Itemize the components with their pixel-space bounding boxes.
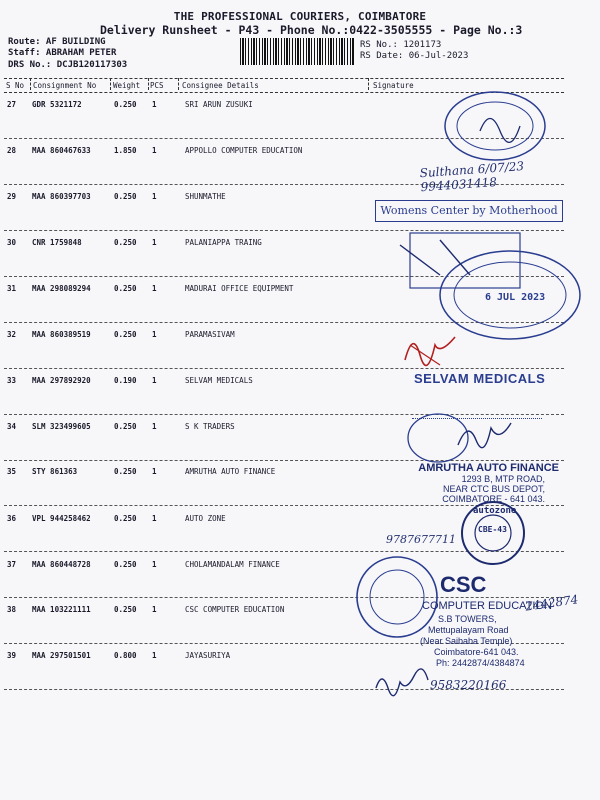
row-pcs: 1 bbox=[152, 146, 157, 155]
route-label: Route: AF BUILDING bbox=[8, 37, 106, 47]
row-pcs: 1 bbox=[152, 651, 157, 660]
row-consignment: MAA 298089294 bbox=[32, 284, 91, 293]
col-consignee: Consignee Details bbox=[182, 81, 259, 90]
row-pcs: 1 bbox=[152, 330, 157, 339]
row-pcs: 1 bbox=[152, 422, 157, 431]
signature-sulthana: Sulthana 6/07/23 9944031418 bbox=[419, 159, 525, 195]
row-weight: 0.250 bbox=[114, 100, 137, 109]
col-divider bbox=[110, 78, 111, 90]
row-rule bbox=[4, 368, 564, 369]
row-consignee: MADURAI OFFICE EQUIPMENT bbox=[185, 284, 294, 293]
col-divider bbox=[178, 78, 179, 90]
col-divider bbox=[148, 78, 149, 90]
row-consignee: PALANIAPPA TRAING bbox=[185, 238, 262, 247]
col-consignment: Consignment No bbox=[33, 81, 97, 90]
row-weight: 0.190 bbox=[114, 376, 137, 385]
header-top-rule bbox=[4, 78, 564, 79]
row-sno: 37 bbox=[7, 560, 17, 569]
csc-logo: CSC bbox=[440, 572, 487, 597]
row-weight: 0.250 bbox=[114, 192, 137, 201]
runsheet-subtitle: Delivery Runsheet - P43 - Phone No.:0422-3505555 - Page No.:3 bbox=[100, 23, 523, 37]
row-sno: 30 bbox=[7, 238, 17, 247]
row-consignment: MAA 860389519 bbox=[32, 330, 91, 339]
csc-handwritten-phone: 2442874 bbox=[524, 592, 580, 614]
row-sno: 32 bbox=[7, 330, 17, 339]
row-consignee: SELVAM MEDICALS bbox=[185, 376, 253, 385]
row-sno: 34 bbox=[7, 422, 17, 431]
row-pcs: 1 bbox=[152, 467, 157, 476]
row-weight: 0.250 bbox=[114, 238, 137, 247]
staff-label: Staff: ABRAHAM PETER bbox=[8, 48, 117, 58]
row-sno: 39 bbox=[7, 651, 17, 660]
row-pcs: 1 bbox=[152, 284, 157, 293]
row-sno: 28 bbox=[7, 146, 17, 155]
row-consignment: MAA 103221111 bbox=[32, 605, 91, 614]
row-consignee: SHUNMATHE bbox=[185, 192, 226, 201]
amrutha-stamp-name: AMRUTHA AUTO FINANCE bbox=[418, 462, 559, 474]
row-weight: 0.250 bbox=[114, 330, 137, 339]
row-pcs: 1 bbox=[152, 238, 157, 247]
csc-stamp-name: COMPUTER EDUCATION bbox=[422, 600, 552, 612]
row-weight: 1.850 bbox=[114, 146, 137, 155]
row-consignee: CSC COMPUTER EDUCATION bbox=[185, 605, 285, 614]
row-consignment: MAA 297501501 bbox=[32, 651, 91, 660]
rs-number: RS No.: 1201173 bbox=[360, 40, 442, 50]
row-consignment: MAA 297892920 bbox=[32, 376, 91, 385]
row-weight: 0.800 bbox=[114, 651, 137, 660]
row-consignee: PARAMASIVAM bbox=[185, 330, 235, 339]
row-pcs: 1 bbox=[152, 560, 157, 569]
row-consignee: SRI ARUN ZUSUKI bbox=[185, 100, 253, 109]
row-consignment: MAA 860397703 bbox=[32, 192, 91, 201]
row-pcs: 1 bbox=[152, 376, 157, 385]
company-name: THE PROFESSIONAL COURIERS, COIMBATORE bbox=[173, 10, 427, 23]
autozone-code: CBE-43 bbox=[478, 525, 507, 534]
row-sno: 38 bbox=[7, 605, 17, 614]
row-sno: 31 bbox=[7, 284, 17, 293]
red-signature bbox=[400, 325, 460, 375]
date-stamp-text: 6 JUL 2023 bbox=[485, 292, 546, 303]
row-consignee: JAYASURIYA bbox=[185, 651, 231, 660]
row-consignment: SLM 323499605 bbox=[32, 422, 91, 431]
row-consignee: APPOLLO COMPUTER EDUCATION bbox=[185, 146, 303, 155]
row-sno: 27 bbox=[7, 100, 17, 109]
col-divider bbox=[30, 78, 31, 90]
row-weight: 0.250 bbox=[114, 605, 137, 614]
row-pcs: 1 bbox=[152, 514, 157, 523]
barcode-image bbox=[240, 38, 355, 65]
row-consignment: MAA 860467633 bbox=[32, 146, 91, 155]
row-weight: 0.250 bbox=[114, 422, 137, 431]
csc-phone: Ph: 2442874/4384874 bbox=[436, 658, 525, 668]
selvam-medicals-stamp: SELVAM MEDICALS bbox=[414, 371, 546, 386]
col-divider bbox=[368, 78, 369, 90]
autozone-phone: 9787677711 bbox=[386, 533, 456, 546]
row-consignee: AMRUTHA AUTO FINANCE bbox=[185, 467, 276, 476]
row-consignment: CNR 1759848 bbox=[32, 238, 82, 247]
row-sno: 35 bbox=[7, 467, 17, 476]
row-weight: 0.250 bbox=[114, 284, 137, 293]
autozone-stamp-text: autozone bbox=[473, 506, 517, 516]
csc-stamp-line: Coimbatore-641 043. bbox=[434, 647, 519, 657]
row-consignment: VPL 944258462 bbox=[32, 514, 91, 523]
motors-round-stamp bbox=[440, 86, 550, 166]
amrutha-stamp-line: 1293 B, MTP ROAD, bbox=[461, 474, 545, 484]
row-weight: 0.250 bbox=[114, 514, 137, 523]
row-consignment: STY 861363 bbox=[32, 467, 78, 476]
row-sno: 33 bbox=[7, 376, 17, 385]
col-sno: S No bbox=[6, 81, 25, 90]
row-consignee: AUTO ZONE bbox=[185, 514, 226, 523]
col-weight: Weight bbox=[113, 81, 141, 90]
womens-center-stamp: Womens Center by Motherhood bbox=[375, 200, 563, 222]
amrutha-stamp-line: COIMBATORE - 641 043. bbox=[442, 494, 545, 504]
col-signature: Signature bbox=[373, 81, 414, 90]
col-pcs: PCS bbox=[150, 81, 164, 90]
row-pcs: 1 bbox=[152, 605, 157, 614]
row-weight: 0.250 bbox=[114, 467, 137, 476]
row-consignment: GDR 5321172 bbox=[32, 100, 82, 109]
sk-traders-stamp bbox=[398, 410, 538, 465]
jayasuriya-signature bbox=[372, 668, 432, 698]
drs-number: DRS No.: DCJB120117303 bbox=[8, 60, 128, 70]
row-consignee: S K TRADERS bbox=[185, 422, 235, 431]
rs-date: RS Date: 06-Jul-2023 bbox=[360, 51, 469, 61]
row-consignee: CHOLAMANDALAM FINANCE bbox=[185, 560, 280, 569]
csc-stamp-line: S.B TOWERS, bbox=[438, 614, 497, 624]
row-pcs: 1 bbox=[152, 192, 157, 201]
row-weight: 0.250 bbox=[114, 560, 137, 569]
row-pcs: 1 bbox=[152, 100, 157, 109]
row-sno: 36 bbox=[7, 514, 17, 523]
amrutha-stamp-line: NEAR CTC BUS DEPOT, bbox=[442, 484, 545, 494]
row-consignment: MAA 860448728 bbox=[32, 560, 91, 569]
jayasuriya-phone: 9583220166 bbox=[430, 678, 507, 692]
csc-stamp-line: (Near Saibaba Temple) bbox=[420, 636, 513, 646]
row-sno: 29 bbox=[7, 192, 17, 201]
csc-stamp-line: Mettupalayam Road bbox=[428, 625, 509, 635]
